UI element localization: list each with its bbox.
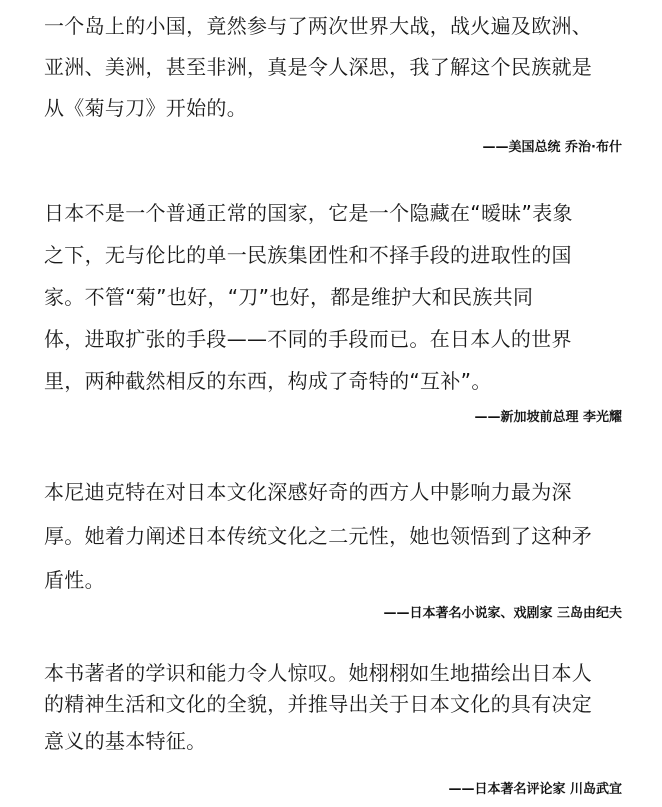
quote-line: 亚洲、美洲，甚至非洲，真是令人深思，我了解这个民族就是 [44, 55, 593, 79]
quote-line: 盾性。 [44, 568, 105, 592]
quote-line: 日本不是一个普通正常的国家，它是一个隐藏在“暧昧”表象 [44, 201, 573, 225]
quote-line: 本书著者的学识和能力令人惊叹。她栩栩如生地描绘出日本人 [44, 661, 593, 685]
attribution-kawashima: ——日本著名评论家 川岛武宜 [448, 782, 622, 797]
attribution-lee-kuan-yew: ——新加坡前总理 李光耀 [474, 410, 622, 425]
quote-kawashima [44, 658, 624, 757]
quote-line: 从《菊与刀》开始的。 [44, 96, 247, 120]
quote-line: 体，进取扩张的手段——不同的手段而已。在日本人的世界 [44, 327, 572, 351]
quote-line: 家。不管“菊”也好，“刀”也好，都是维护大和民族共同 [44, 285, 534, 309]
quote-line: 里，两种截然相反的东西，构成了奇特的“互补”。 [44, 369, 492, 393]
quote-line: 之下，无与伦比的单一民族集团性和不择手段的进取性的国 [44, 243, 572, 267]
quote-line: 厚。她着力阐述日本传统文化之二元性，她也领悟到了这种矛 [44, 524, 593, 548]
quote-lee-kuan-yew [44, 192, 624, 402]
attribution-bush: ——美国总统 乔治·布什 [482, 140, 622, 155]
quote-line: 的精神生活和文化的全貌，并推导出关于日本文化的具有决定 [44, 692, 593, 716]
attribution-mishima: ——日本著名小说家、戏剧家 三岛由纪夫 [383, 606, 622, 621]
quote-bush [44, 6, 624, 129]
quote-line: 本尼迪克特在对日本文化深感好奇的西方人中影响力最为深 [44, 480, 572, 504]
quote-line: 一个岛上的小国，竟然参与了两次世界大战，战火遍及欧洲、 [44, 14, 593, 38]
quote-mishima [44, 470, 624, 602]
quote-line: 意义的基本特征。 [44, 729, 207, 753]
